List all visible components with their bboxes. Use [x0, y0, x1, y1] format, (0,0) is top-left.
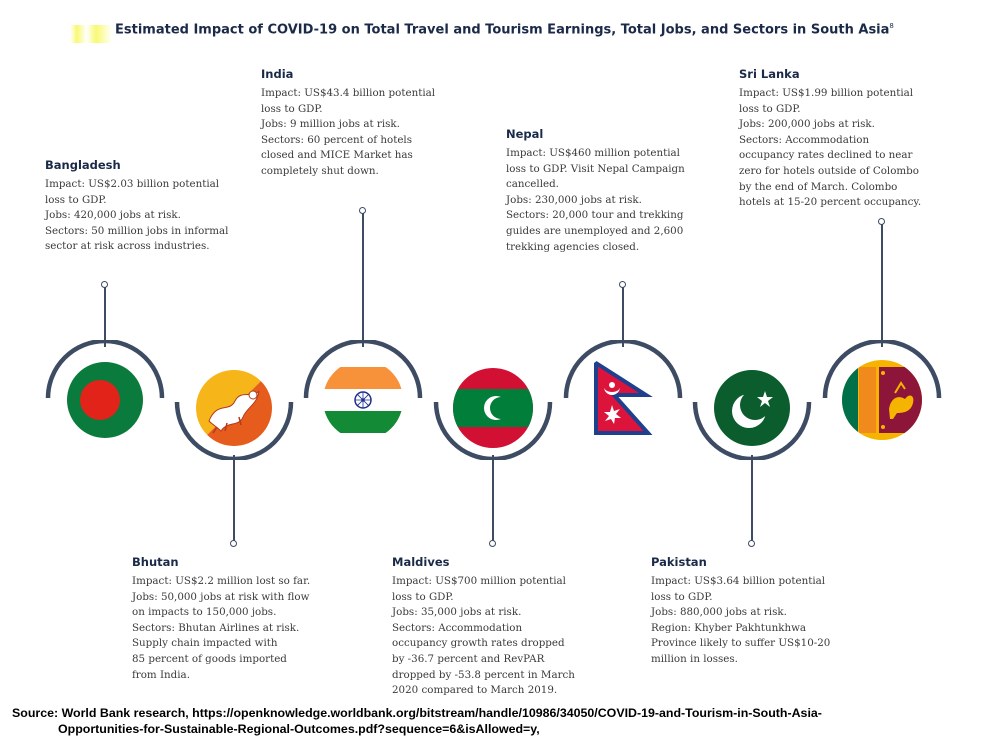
panel-line: loss to GDP. — [739, 102, 801, 115]
nepal-flag-icon — [576, 353, 670, 447]
panel-line: sector at risk across industries. — [45, 240, 210, 253]
panel-line: Impact: US$2.03 billion potential — [45, 178, 220, 190]
panel-line: by -36.7 percent and RevPAR — [392, 652, 545, 665]
bhutan-flag-icon — [187, 361, 281, 455]
pakistan-flag-icon — [705, 361, 799, 455]
panel-line: Sectors: 50 million jobs in informal — [45, 224, 229, 237]
panel-line: million in losses. — [651, 652, 738, 665]
source-line-2: Opportunities-for-Sustainable-Regional-Outcomes.pdf?sequence=6&isAllowed=y, — [58, 722, 540, 736]
panel-line: 2020 compared to March 2019. — [392, 684, 558, 697]
connector-line-bhutan — [233, 455, 235, 541]
panel-line: loss to GDP. — [45, 193, 107, 206]
panel-pakistan — [651, 555, 866, 668]
panel-line: closed and MICE Market has — [261, 149, 413, 162]
connector-line-sri-lanka — [881, 224, 883, 347]
title-footnote: 8 — [889, 22, 894, 30]
bangladesh-flag-icon — [58, 353, 152, 447]
panel-line: loss to GDP. — [651, 590, 713, 603]
panel-line: Jobs: 230,000 jobs at risk. — [506, 193, 642, 206]
country-name-india: India — [261, 67, 294, 81]
panel-line: Sectors: Accommodation — [392, 621, 523, 634]
title-text: Estimated Impact of COVID-19 on Total Travel and Tourism Earnings, Total Jobs, and Sectors in South Asia — [115, 22, 890, 38]
panel-bangladesh — [45, 158, 260, 255]
panel-maldives — [392, 555, 607, 699]
connector-dot-nepal — [619, 281, 626, 288]
panel-line: completely shut down. — [261, 164, 379, 177]
panel-line: Sectors: Bhutan Airlines at risk. — [132, 621, 300, 634]
connector-dot-sri-lanka — [878, 218, 885, 225]
panel-line: Impact: US$43.4 billion potential — [261, 87, 436, 99]
panel-line: Jobs: 200,000 jobs at risk. — [739, 118, 875, 131]
connector-dot-bhutan — [230, 540, 237, 547]
panel-line: Impact: US$460 million potential — [506, 147, 680, 159]
panel-line: Jobs: 35,000 jobs at risk. — [392, 606, 522, 619]
panel-line: Jobs: 880,000 jobs at risk. — [651, 606, 787, 619]
country-name-bhutan: Bhutan — [132, 555, 179, 569]
panel-line: zero for hotels outside of Colombo — [739, 164, 919, 177]
panel-line: Jobs: 9 million jobs at risk. — [261, 118, 400, 131]
panel-line: dropped by -53.8 percent in March — [392, 668, 575, 681]
panel-nepal — [506, 127, 721, 255]
panel-line: Supply chain impacted with — [132, 637, 278, 650]
maldives-flag-icon — [446, 361, 540, 455]
source-line-1: Source: World Bank research, https://openknowledge.worldbank.org/bitstream/handle/10986/34050/COVID-19-and-Tourism-in-South-Asia- — [12, 706, 822, 720]
panel-line: by the end of March. Colombo — [739, 180, 898, 193]
panel-line: Region: Khyber Pakhtunkhwa — [651, 621, 807, 634]
country-name-pakistan: Pakistan — [651, 555, 707, 569]
connector-dot-maldives — [489, 540, 496, 547]
connector-line-bangladesh — [104, 287, 106, 347]
diagram-title — [115, 22, 995, 37]
source-citation — [12, 705, 822, 737]
panel-line: Impact: US$700 million potential — [392, 575, 566, 587]
panel-line: occupancy growth rates dropped — [392, 637, 565, 650]
panel-bhutan — [132, 555, 347, 683]
panel-line: Impact: US$1.99 billion potential — [739, 87, 914, 99]
panel-line: Sectors: 20,000 tour and trekking — [506, 209, 684, 222]
connector-line-nepal — [622, 287, 624, 347]
country-name-sri-lanka: Sri Lanka — [739, 67, 800, 81]
sri-lanka-flag-icon — [835, 353, 929, 447]
panel-line: from India. — [132, 668, 190, 681]
country-name-maldives: Maldives — [392, 555, 450, 569]
connector-dot-india — [359, 207, 366, 214]
connector-line-india — [362, 213, 364, 347]
country-name-nepal: Nepal — [506, 127, 544, 141]
panel-line: occupancy rates declined to near — [739, 149, 913, 162]
panel-line: on impacts to 150,000 jobs. — [132, 606, 277, 619]
panel-line: Impact: US$2.2 million lost so far. — [132, 575, 311, 587]
panel-line: Impact: US$3.64 billion potential — [651, 575, 826, 587]
panel-line: Sectors: Accommodation — [739, 133, 870, 146]
panel-line: Jobs: 50,000 jobs at risk with flow — [132, 590, 310, 603]
country-name-bangladesh: Bangladesh — [45, 158, 121, 172]
title-highlight-mark — [48, 25, 112, 43]
panel-line: Sectors: 60 percent of hotels — [261, 133, 413, 146]
panel-line: Jobs: 420,000 jobs at risk. — [45, 209, 181, 222]
connector-line-maldives — [492, 455, 494, 541]
connector-dot-pakistan — [748, 540, 755, 547]
india-flag-icon — [316, 353, 410, 447]
panel-line: hotels at 15-20 percent occupancy. — [739, 196, 922, 209]
panel-line: cancelled. — [506, 178, 559, 191]
panel-line: guides are unemployed and 2,600 — [506, 224, 684, 237]
connector-line-pakistan — [751, 455, 753, 541]
panel-line: Province likely to suffer US$10-20 — [651, 637, 831, 650]
panel-line: 85 percent of goods imported — [132, 652, 287, 665]
panel-line: loss to GDP. Visit Nepal Campaign — [506, 162, 685, 175]
panel-line: loss to GDP. — [392, 590, 454, 603]
panel-line: loss to GDP. — [261, 102, 323, 115]
panel-line: trekking agencies closed. — [506, 240, 640, 253]
panel-sri-lanka — [739, 67, 954, 211]
panel-india — [261, 67, 476, 180]
connector-dot-bangladesh — [101, 281, 108, 288]
